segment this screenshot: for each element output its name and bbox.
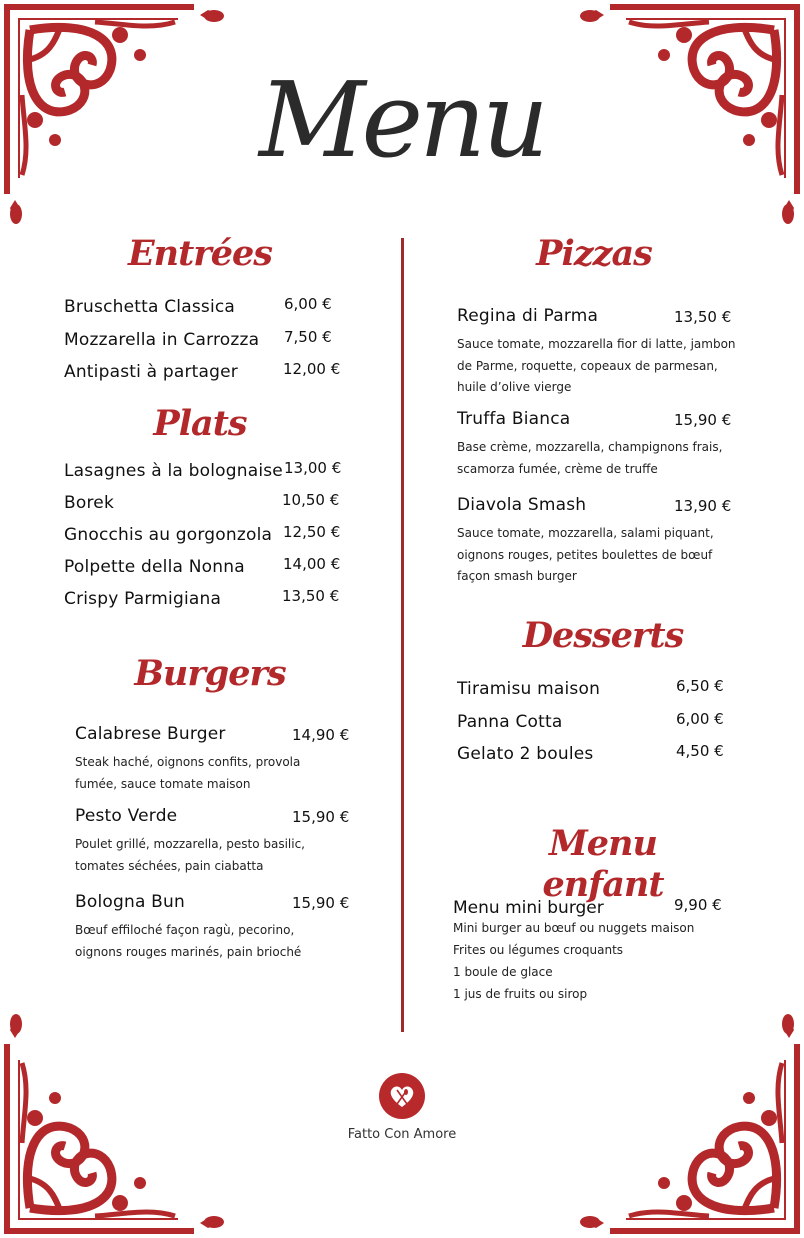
menu-item [64, 525, 364, 557]
item-name: Regina di Parma [457, 306, 599, 326]
item-description: Bœuf effiloché façon ragù, pecorino, oignons rouges marinés, pain brioché [75, 923, 302, 959]
item-name: Pesto Verde [75, 806, 178, 826]
item-price: 6,50 € [676, 677, 724, 695]
item-price: 14,90 € [292, 726, 350, 744]
item-name: Bologna Bun [75, 892, 185, 912]
desserts-heading: Desserts [522, 615, 684, 656]
brand-name: Fatto Con Amore [347, 1127, 457, 1142]
item-price: 6,00 € [676, 710, 724, 728]
corner-ornament-bottom-left [0, 1008, 230, 1238]
item-name: Menu mini burger [453, 898, 604, 918]
item-description-line: Mini burger au bœuf ou nuggets maison [453, 921, 695, 935]
menu-item [64, 493, 364, 525]
brand-logo [379, 1073, 425, 1119]
item-description: Poulet grillé, mozzarella, pesto basilic, tomates séchées, pain ciabatta [75, 837, 305, 873]
item-price: 7,50 € [284, 328, 332, 346]
entrees-heading: Entrées [128, 233, 272, 274]
item-description-line: 1 boule de glace [453, 965, 553, 979]
burgers-heading: Burgers [134, 653, 286, 694]
item-description: Sauce tomate, mozzarella, salami piquant, oignons rouges, petites boulettes de bœuf façon smash burger [457, 526, 714, 583]
kids-menu-heading: Menu enfant [542, 823, 664, 905]
item-name: Gelato 2 boules [457, 744, 594, 764]
item-description-line: 1 jus de fruits ou sirop [453, 987, 588, 1001]
item-name: Calabrese Burger [75, 724, 226, 744]
item-price: 14,00 € [283, 555, 341, 573]
item-name: Tiramisu maison [457, 679, 601, 699]
item-price: 13,00 € [284, 459, 342, 477]
item-price: 10,50 € [282, 491, 340, 509]
pizzas-heading: Pizzas [536, 233, 652, 274]
item-description-line: Frites ou légumes croquants [453, 943, 624, 957]
item-price: 15,90 € [292, 808, 350, 826]
item-name: Crispy Parmigiana [64, 589, 222, 609]
item-price: 6,00 € [284, 295, 332, 313]
item-description: Sauce tomate, mozzarella fior di latte, jambon de Parme, roquette, copeaux de parmesan, huile d’olive vierge [457, 337, 736, 394]
plats-heading: Plats [153, 403, 247, 444]
item-name: Antipasti à partager [64, 362, 238, 382]
heart-utensils-icon [379, 1073, 425, 1119]
menu-item [457, 744, 757, 776]
menu-item [64, 297, 364, 329]
item-price: 13,50 € [674, 308, 732, 326]
item-name: Panna Cotta [457, 712, 563, 732]
item-name: Borek [64, 493, 114, 513]
item-price: 12,00 € [283, 360, 341, 378]
item-name: Bruschetta Classica [64, 297, 236, 317]
corner-ornament-bottom-right [574, 1008, 804, 1238]
menu-item [457, 712, 757, 744]
item-name: Polpette della Nonna [64, 557, 245, 577]
ornament-icon [574, 1008, 804, 1238]
menu-item [457, 679, 757, 711]
item-name: Gnocchis au gorgonzola [64, 525, 273, 545]
item-price: 13,50 € [282, 587, 340, 605]
item-price: 15,90 € [674, 411, 732, 429]
item-description: Base crème, mozzarella, champignons frais, scamorza fumée, crème de truffe [457, 440, 723, 476]
menu-item [64, 330, 364, 362]
menu-item [64, 589, 364, 621]
menu-item [64, 557, 364, 589]
menu-title: Menu [259, 59, 545, 181]
item-name: Truffa Bianca [457, 409, 571, 429]
item-price: 15,90 € [292, 894, 350, 912]
item-description: Steak haché, oignons confits, provola fumée, sauce tomate maison [75, 755, 301, 791]
menu-item [64, 362, 364, 394]
item-price: 9,90 € [674, 896, 722, 914]
item-price: 4,50 € [676, 742, 724, 760]
item-name: Mozzarella in Carrozza [64, 330, 260, 350]
item-price: 12,50 € [283, 523, 341, 541]
ornament-icon [0, 1008, 230, 1238]
column-divider [401, 238, 404, 1032]
item-price: 13,90 € [674, 497, 732, 515]
item-name: Lasagnes à la bolognaise [64, 461, 283, 481]
item-name: Diavola Smash [457, 495, 587, 515]
menu-item [64, 461, 364, 493]
